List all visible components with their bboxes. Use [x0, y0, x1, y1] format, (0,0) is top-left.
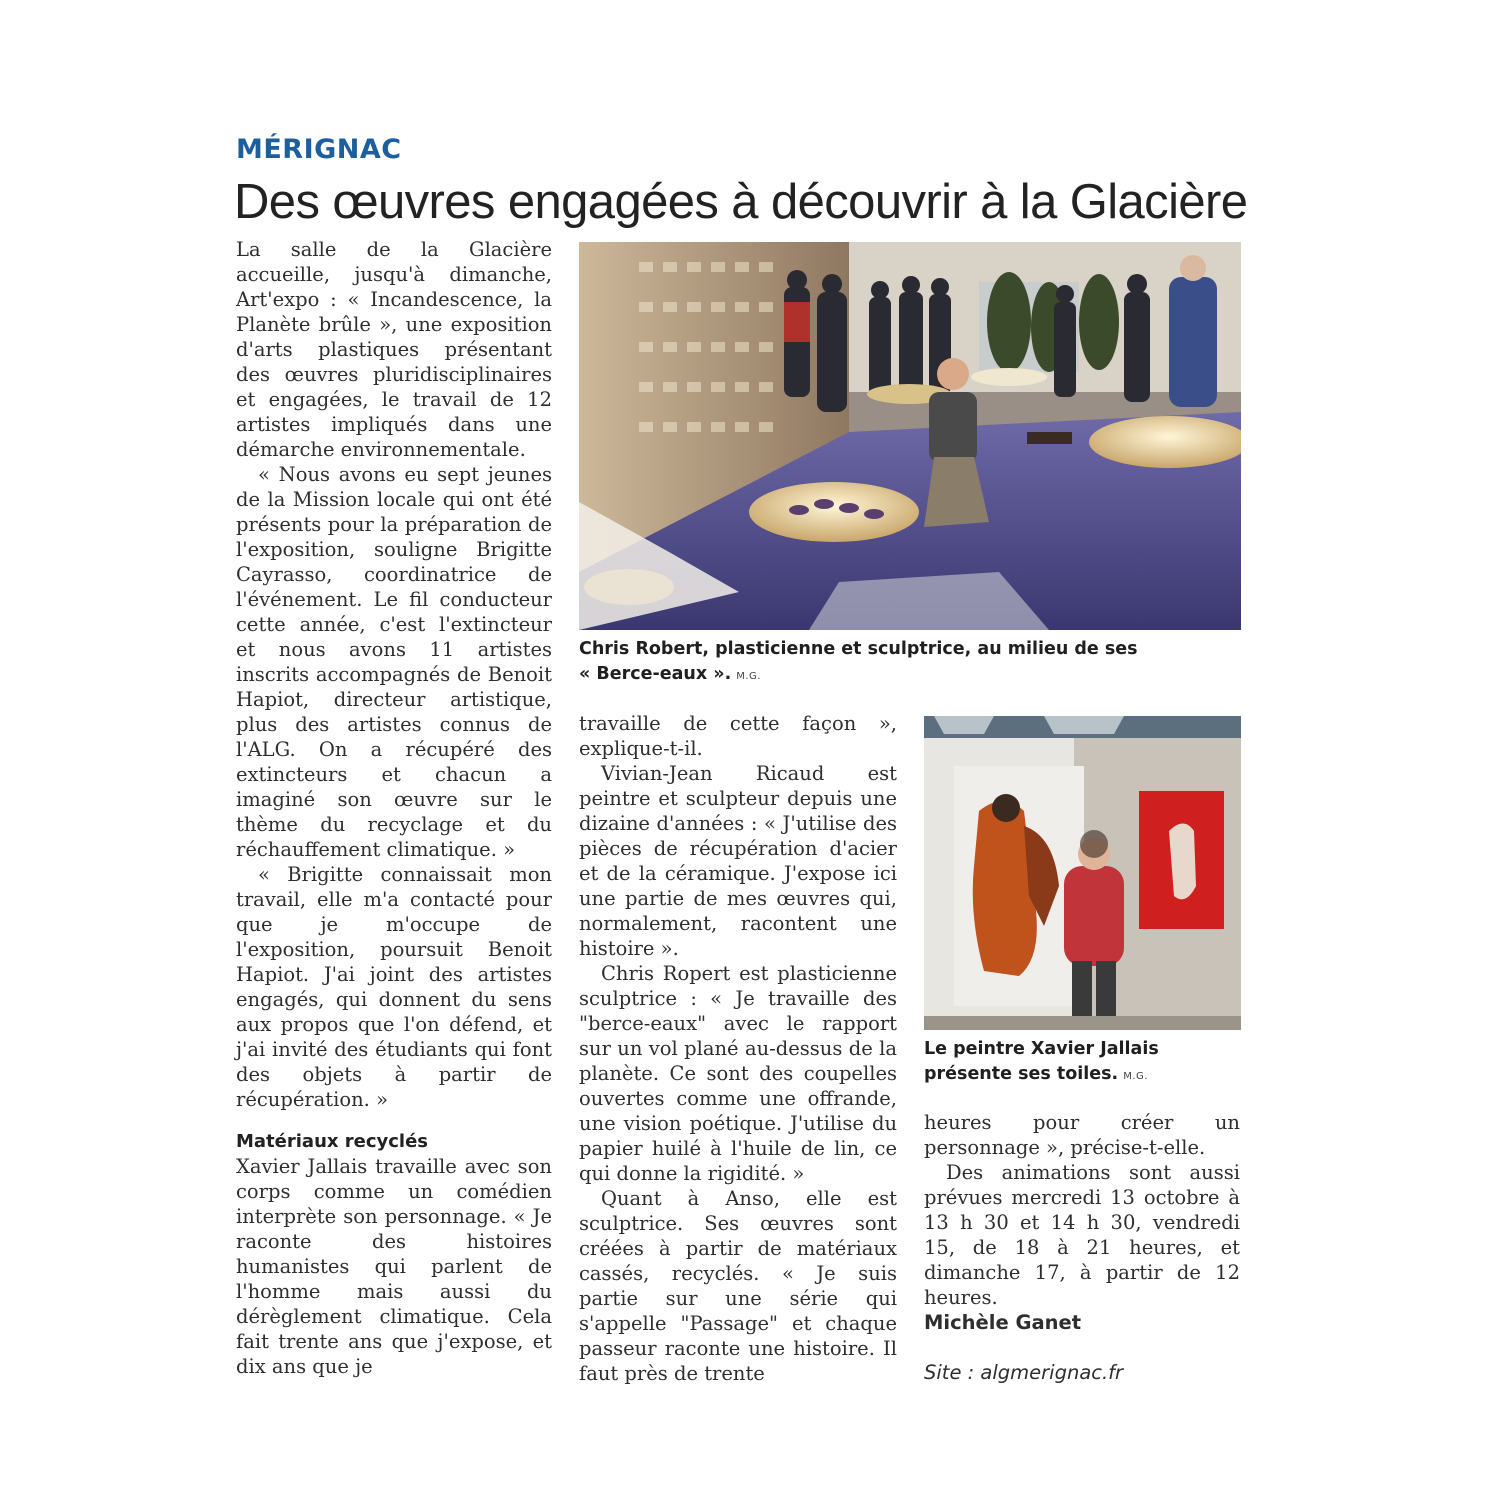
author-byline: Michèle Ganet: [924, 1311, 1082, 1334]
photo-credit: M.G.: [736, 671, 761, 682]
article-column-3: [924, 1110, 1240, 1385]
photo-caption-2: [924, 1037, 1224, 1089]
photo-caption-1: [579, 637, 1139, 689]
article-column-1: [236, 237, 552, 1379]
paragraph: heures pour créer un personnage », précise-t-elle.: [924, 1111, 1240, 1159]
paragraph: travaille de cette façon », explique-t-il.: [579, 712, 897, 760]
paragraph: « Brigitte connaissait mon travail, elle m'a contacté pour que je m'occupe de l'exposition, poursuit Benoit Hapiot. J'ai joint des artistes engagés, qui donnent du sens aux propos que l'on défend, et j'ai invité des étudiants qui font des objets à partir de récupération. »: [236, 863, 552, 1111]
website-reference: Site : algmerignac.fr: [924, 1361, 1124, 1384]
paragraph: Chris Ropert est plasticienne sculptrice : « Je travaille des "berce-eaux" avec le rapport sur un vol plané au-dessus de la planète. Ce sont des coupelles ouvertes comme une offrande, une vision poétique. J'utilise du papier huilé à l'huile de lin, ce qui donne la rigidité. »: [579, 962, 897, 1185]
photo-credit: M.G.: [1123, 1071, 1148, 1082]
caption-text: Le peintre Xavier Jallais présente ses toiles.: [924, 1039, 1159, 1084]
paragraph: Quant à Anso, elle est sculptrice. Ses œuvres sont créées à partir de matériaux cassés, recyclés. « Je suis partie sur une série qui s'appelle "Passage" et chaque passeur raconte une histoire. Il faut près de trente: [579, 1187, 897, 1385]
subheading: Matériaux recyclés: [236, 1131, 429, 1152]
painter-photo: [924, 716, 1241, 1030]
paragraph: « Nous avons eu sept jeunes de la Mission locale qui ont été présents pour la préparation de l'exposition, souligne Brigitte Cayrasso, coordinatrice de l'événement. Le fil conducteur cette année, c'est l'extincteur et nous avons 11 artistes inscrits accompagnés de Benoit Hapiot, directeur artistique, plus des artistes connus de l'ALG. On a récupéré des extincteurs et chacun a imaginé son œuvre sur le thème du recyclage et du réchauffement climatique. »: [236, 463, 552, 861]
paragraph: Des animations sont aussi prévues mercredi 13 octobre à 13 h 30 et 14 h 30, vendredi 15, de 18 à 21 heures, et dimanche 17, à partir de 12 heures.: [924, 1161, 1240, 1309]
exhibition-photo: [579, 242, 1241, 630]
paragraph: Vivian-Jean Ricaud est peintre et sculpteur depuis une dizaine d'années : « J'utilise des pièces de récupération d'acier et de la céramique. J'expose ici une partie de mes œuvres qui, normalement, racontent une histoire ».: [579, 762, 897, 960]
article-column-2: [579, 711, 897, 1386]
paragraph: Xavier Jallais travaille avec son corps comme un comédien interprète son personnage. « Je raconte des histoires humanistes qui parlent de l'homme mais aussi du dérèglement climatique. Cela fait trente ans que j'expose, et dix ans que je: [236, 1155, 552, 1378]
caption-text: Chris Robert, plasticienne et sculptrice, au milieu de ses « Berce-eaux ».: [579, 639, 1138, 684]
article-headline: Des œuvres engagées à découvrir à la Glacière: [234, 175, 1248, 229]
paragraph: La salle de la Glacière accueille, jusqu'à dimanche, Art'expo : « Incandescence, la Planète brûle », une exposition d'arts plastiques présentant des œuvres pluridisciplinaires et engagées, le travail de 12 artistes impliqués dans une démarche environnementale.: [236, 238, 552, 461]
section-kicker: MÉRIGNAC: [236, 134, 402, 165]
